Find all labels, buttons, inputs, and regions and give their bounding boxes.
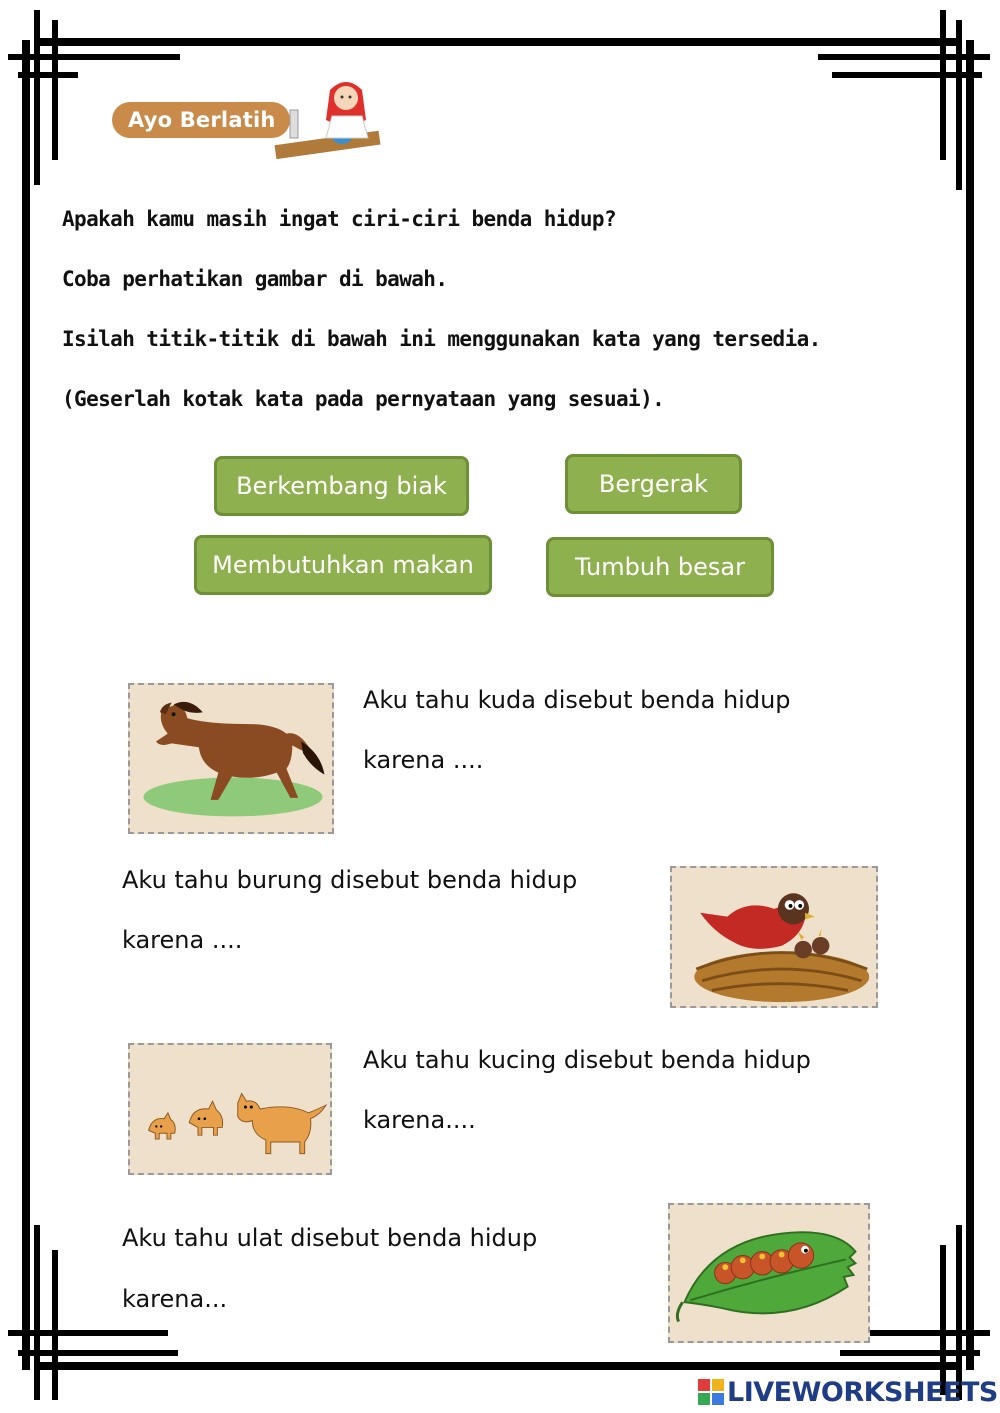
caterpillar-leaf-icon — [670, 1205, 868, 1341]
instruction-line-2: Coba perhatikan gambar di bawah. — [62, 267, 448, 291]
word-chip-bergerak[interactable]: Bergerak — [565, 454, 742, 514]
student-mascot-illustration — [270, 70, 385, 170]
horse-image-card — [128, 683, 334, 834]
liveworksheets-brand-text: LIVEWORKSHEETS — [727, 1376, 998, 1408]
cats-image-card — [128, 1043, 332, 1175]
banner-label: Ayo Berlatih — [112, 102, 290, 138]
question-2-statement: Aku tahu burung disebut benda hidup — [122, 866, 578, 894]
question-2-answer-prompt: karena .... — [122, 926, 243, 954]
question-1-answer-prompt: karena .... — [363, 746, 484, 774]
question-3-answer-prompt: karena.... — [363, 1106, 476, 1134]
caterpillar-image-card — [668, 1203, 870, 1343]
question-4-answer-prompt: karena... — [122, 1285, 228, 1313]
word-chip-tumbuh-besar[interactable]: Tumbuh besar — [546, 537, 774, 597]
question-3-statement: Aku tahu kucing disebut benda hidup — [363, 1046, 811, 1074]
word-chip-membutuhkan-makan[interactable]: Membutuhkan makan — [194, 535, 492, 595]
liveworksheets-logo — [698, 1377, 998, 1407]
cats-growing-icon — [130, 1045, 330, 1173]
word-chip-berkembang-biak[interactable]: Berkembang biak — [214, 456, 469, 516]
instruction-line-3: Isilah titik-titik di bawah ini menggunakan kata yang tersedia. — [62, 327, 821, 351]
horse-icon — [130, 685, 332, 832]
bird-nest-image-card — [670, 866, 878, 1008]
liveworksheets-badge-icon — [698, 1379, 724, 1405]
instruction-line-4: (Geserlah kotak kata pada pernyataan yang sesuai). — [62, 387, 665, 411]
instruction-line-1: Apakah kamu masih ingat ciri-ciri benda hidup? — [62, 207, 616, 231]
question-4-statement: Aku tahu ulat disebut benda hidup — [122, 1224, 538, 1252]
question-1-statement: Aku tahu kuda disebut benda hidup — [363, 686, 791, 714]
bird-nest-icon — [672, 868, 876, 1006]
